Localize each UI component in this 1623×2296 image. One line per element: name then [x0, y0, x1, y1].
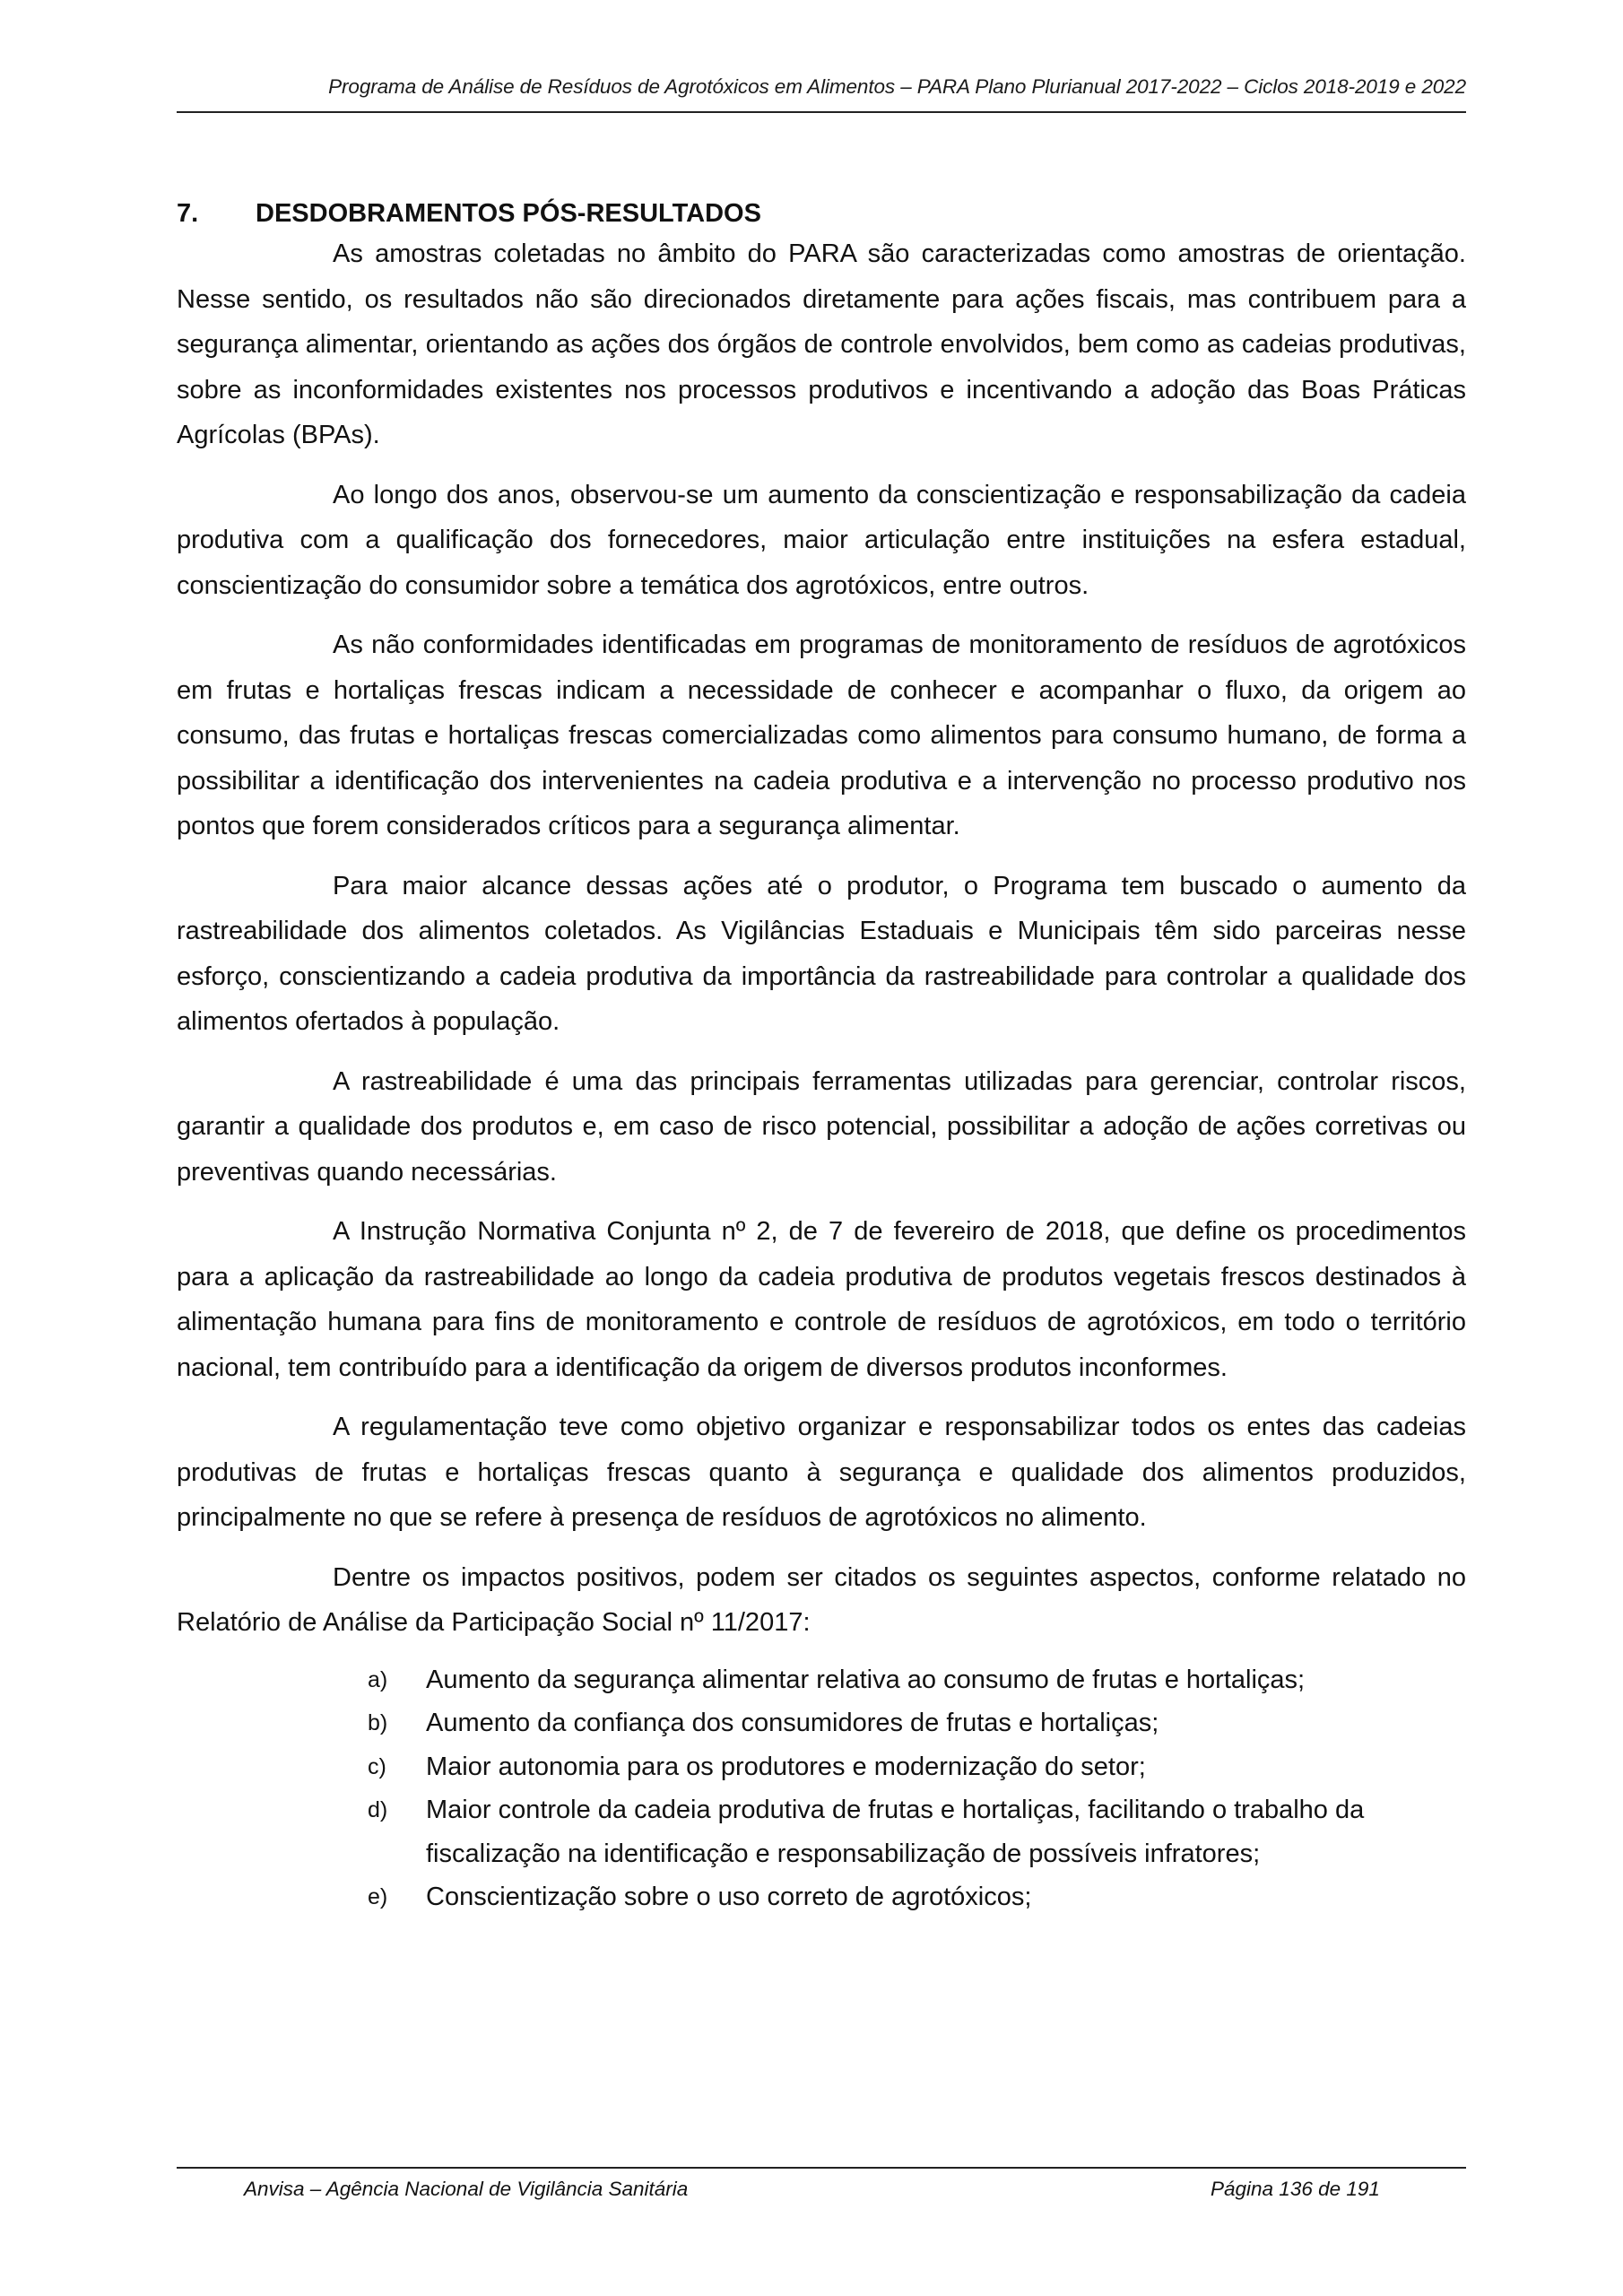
list-marker: b): [368, 1710, 388, 1735]
footer-divider: [177, 2167, 1466, 2169]
paragraph: Dentre os impactos positivos, podem ser citados os seguintes aspectos, conforme relatado no Relatório de Análise da Participação Social nº 11/2017:: [177, 1562, 1466, 1637]
list-marker: e): [368, 1884, 388, 1909]
document-body: [177, 196, 1466, 1919]
list-marker: d): [368, 1797, 388, 1822]
paragraph: A rastreabilidade é uma das principais ferramentas utilizadas para gerenciar, controlar riscos, garantir a qualidade dos produtos e, em caso de risco potencial, possibilitar a adoção de ações corretivas ou preventivas quando necessárias.: [177, 1066, 1466, 1187]
section-heading: [177, 196, 1466, 231]
page-header: Programa de Análise de Resíduos de Agrotóxicos em Alimentos – PARA Plano Plurianual 2017-2022 – Ciclos 2018-2019 e 2022: [328, 75, 1466, 98]
list-item-text: Aumento da segurança alimentar relativa ao consumo de frutas e hortaliças;: [426, 1665, 1306, 1694]
list-item-text: Conscientização sobre o uso correto de agrotóxicos;: [426, 1883, 1032, 1911]
footer-organization: Anvisa – Agência Nacional de Vigilância Sanitária: [244, 2178, 689, 2200]
paragraph: As amostras coletadas no âmbito do PARA são caracterizadas como amostras de orientação. Nesse sentido, os resultados não são direcionados diretamente para ações fiscais, mas contribuem para a segurança alimentar, orientando as ações dos órgãos de controle envolvidos, bem como as cadeias produtivas, sobre as inconformidades existentes nos processos produtivos e incentivando a adoção das Boas Práticas Agrícolas (BPAs).: [177, 239, 1466, 449]
list-item: [368, 1788, 1466, 1875]
header-divider: [177, 111, 1466, 113]
list-item: [368, 1701, 1466, 1745]
paragraph: As não conformidades identificadas em programas de monitoramento de resíduos de agrotóxicos em frutas e hortaliças frescas indicam a necessidade de conhecer e acompanhar o fluxo, da origem ao consumo, das frutas e hortaliças frescas comercializadas como alimentos para consumo humano, de forma a possibilitar a identificação dos intervenientes na cadeia produtiva e a intervenção no processo produtivo nos pontos que forem considerados críticos para a segurança alimentar.: [177, 631, 1466, 840]
list-item-text: Maior autonomia para os produtores e modernização do setor;: [426, 1752, 1146, 1781]
list-marker: c): [368, 1753, 386, 1779]
list-item: [368, 1875, 1466, 1919]
list-item: [368, 1745, 1466, 1789]
list-item-text: Aumento da confiança dos consumidores de frutas e hortaliças;: [426, 1709, 1159, 1737]
section-number: 7.: [177, 199, 199, 228]
page-number: Página 136 de 191: [1211, 2178, 1380, 2200]
paragraph: A regulamentação teve como objetivo organizar e responsabilizar todos os entes das cadeias produtivas de frutas e hortaliças frescas quanto à segurança e qualidade dos alimentos produzidos, principalmente no que se refere à presença de resíduos de agrotóxicos no alimento.: [177, 1413, 1466, 1532]
paragraph: Ao longo dos anos, observou-se um aumento da conscientização e responsabilização da cadeia produtiva com a qualificação dos fornecedores, maior articulação entre instituições na esfera estadual, conscientização do consumidor sobre a temática dos agrotóxicos, entre outros.: [177, 480, 1466, 600]
impacts-list: [368, 1658, 1466, 1919]
paragraph: Para maior alcance dessas ações até o produtor, o Programa tem buscado o aumento da rastreabilidade dos alimentos coletados. As Vigilâncias Estaduais e Municipais têm sido parceiras nesse esforço, conscientizando a cadeia produtiva da importância da rastreabilidade para controlar a qualidade dos alimentos ofertados à população.: [177, 871, 1466, 1036]
list-item-text: Maior controle da cadeia produtiva de frutas e hortaliças, facilitando o trabalho da fiscalização na identificação e responsabilização de possíveis infratores;: [426, 1796, 1365, 1868]
list-item: [368, 1658, 1466, 1702]
list-marker: a): [368, 1666, 388, 1692]
section-title: DESDOBRAMENTOS PÓS-RESULTADOS: [256, 199, 761, 228]
paragraph: A Instrução Normativa Conjunta nº 2, de 7 de fevereiro de 2018, que define os procedimentos para a aplicação da rastreabilidade ao longo da cadeia produtiva de produtos vegetais frescos destinados à alimentação humana para fins de monitoramento e controle de resíduos de agrotóxicos, em todo o território nacional, tem contribuído para a identificação da origem de diversos produtos inconformes.: [177, 1217, 1466, 1382]
